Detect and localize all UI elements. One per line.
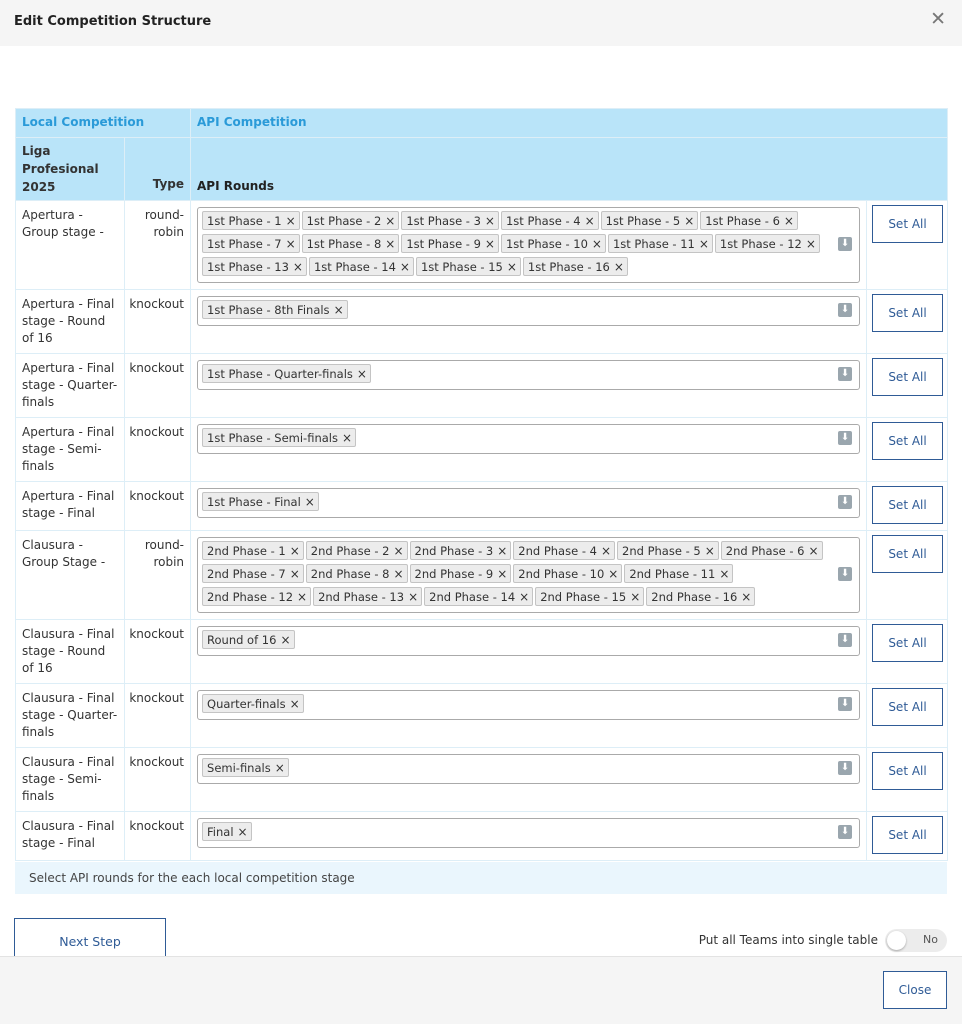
- dropdown-arrow-icon[interactable]: ⬇: [838, 697, 852, 711]
- set-all-button[interactable]: Set All: [872, 624, 943, 662]
- remove-round-icon[interactable]: ×: [285, 213, 296, 228]
- round-chip-label: 2nd Phase - 10: [518, 566, 605, 581]
- round-chip-label: 1st Phase - 16: [527, 259, 610, 274]
- set-all-button[interactable]: Set All: [872, 358, 943, 396]
- selected-rounds: [202, 364, 833, 387]
- stage-type: knockout: [125, 812, 191, 861]
- remove-round-icon[interactable]: ×: [719, 566, 730, 581]
- remove-round-icon[interactable]: ×: [600, 543, 612, 558]
- stage-row: [16, 418, 948, 482]
- header-row-groups: [16, 109, 948, 138]
- selected-rounds: [202, 694, 833, 717]
- round-chip: [306, 564, 408, 583]
- round-chip: [202, 257, 307, 276]
- api-rounds-select[interactable]: [197, 754, 860, 784]
- api-rounds-header: API Rounds: [191, 138, 948, 201]
- api-rounds-cell: [191, 620, 867, 684]
- stage-name: Clausura - Final stage - Semi-finals: [16, 748, 125, 812]
- set-all-cell: [867, 290, 948, 354]
- round-chip: [401, 234, 499, 253]
- round-chip: [721, 541, 823, 560]
- selected-rounds: [202, 211, 833, 280]
- round-chip-label: 1st Phase - 15: [420, 259, 503, 274]
- round-chip: [202, 630, 294, 649]
- stage-type: knockout: [125, 748, 191, 812]
- round-chip: [401, 211, 499, 230]
- round-chip: [535, 587, 644, 606]
- round-chip: [410, 564, 512, 583]
- round-chip: [617, 541, 719, 560]
- set-all-cell: [867, 684, 948, 748]
- stage-row: [16, 354, 948, 418]
- set-all-cell: [867, 201, 948, 290]
- round-chip: [202, 300, 348, 319]
- round-chip-label: 2nd Phase - 2: [310, 543, 390, 558]
- round-chip: [501, 234, 606, 253]
- set-all-button[interactable]: Set All: [872, 422, 943, 460]
- round-chip-label: 1st Phase - 12: [719, 236, 802, 251]
- round-chip-label: 1st Phase - 6: [705, 213, 780, 228]
- remove-round-icon[interactable]: ×: [356, 366, 367, 381]
- dropdown-arrow-icon[interactable]: ⬇: [838, 431, 852, 445]
- round-chip-label: Final: [207, 824, 234, 839]
- modal-footer: [0, 956, 962, 1024]
- set-all-button[interactable]: Set All: [872, 752, 943, 790]
- round-chip-label: 2nd Phase - 12: [207, 589, 294, 604]
- selected-rounds: [202, 300, 833, 323]
- remove-round-icon[interactable]: ×: [289, 696, 300, 711]
- stage-type: knockout: [125, 620, 191, 684]
- remove-round-icon[interactable]: ×: [805, 236, 816, 251]
- stage-type: round-robin: [125, 201, 191, 290]
- remove-round-icon[interactable]: ×: [704, 543, 715, 558]
- help-text: Select API rounds for the each local competition stage: [15, 862, 947, 894]
- remove-round-icon[interactable]: ×: [274, 760, 285, 775]
- dropdown-arrow-icon[interactable]: ⬇: [838, 367, 852, 381]
- stage-name: Clausura - Final stage - Round of 16: [16, 620, 125, 684]
- round-chip-label: 2nd Phase - 13: [318, 589, 405, 604]
- round-chip: [202, 492, 319, 511]
- set-all-cell: [867, 812, 948, 861]
- set-all-cell: [867, 354, 948, 418]
- api-rounds-select[interactable]: [197, 626, 860, 656]
- round-chip: [513, 541, 615, 560]
- api-rounds-cell: [191, 290, 867, 354]
- round-chip: [202, 541, 304, 560]
- stage-type: knockout: [125, 684, 191, 748]
- round-chip-label: 2nd Phase - 4: [518, 543, 597, 558]
- stage-name: Apertura - Final stage - Round of 16: [16, 290, 125, 354]
- round-chip-label: 2nd Phase - 14: [429, 589, 516, 604]
- single-table-label: Put all Teams into single table: [698, 933, 878, 947]
- stage-name: Apertura - Group stage -: [16, 201, 125, 290]
- round-chip: [202, 564, 304, 583]
- round-chip: [302, 211, 400, 230]
- round-chip: [202, 211, 300, 230]
- remove-round-icon[interactable]: ×: [304, 494, 315, 509]
- round-chip-label: 2nd Phase - 1: [207, 543, 286, 558]
- stage-row: [16, 482, 948, 531]
- round-chip-label: 1st Phase - 2: [306, 213, 382, 228]
- close-icon[interactable]: ✕: [930, 8, 946, 30]
- stage-name: Clausura - Final stage - Quarter-finals: [16, 684, 125, 748]
- remove-round-icon[interactable]: ×: [393, 566, 404, 581]
- remove-round-icon[interactable]: ×: [385, 236, 396, 251]
- api-rounds-cell: [191, 684, 867, 748]
- stage-row: [16, 201, 948, 290]
- remove-round-icon[interactable]: ×: [292, 259, 303, 274]
- round-chip-label: 1st Phase - 14: [313, 259, 396, 274]
- round-chip-label: 1st Phase - Quarter-finals: [207, 366, 353, 381]
- competition-name-header: Liga Profesional 2025: [16, 138, 125, 201]
- api-rounds-cell: [191, 531, 867, 620]
- round-chip: [416, 257, 521, 276]
- round-chip-label: 2nd Phase - 16: [651, 589, 738, 604]
- stage-type: round-robin: [125, 531, 191, 620]
- set-all-button[interactable]: Set All: [872, 816, 943, 854]
- dropdown-arrow-icon[interactable]: ⬇: [838, 825, 852, 839]
- remove-round-icon[interactable]: ×: [783, 213, 794, 228]
- set-all-button[interactable]: Set All: [872, 486, 943, 524]
- api-competition-header: API Competition: [191, 109, 948, 138]
- api-rounds-cell: [191, 354, 867, 418]
- api-rounds-select[interactable]: [197, 488, 860, 518]
- set-all-button[interactable]: Set All: [872, 294, 943, 332]
- round-chip-label: 2nd Phase - 5: [622, 543, 701, 558]
- remove-round-icon[interactable]: ×: [698, 236, 709, 251]
- modal-body: [0, 46, 962, 956]
- round-chip-label: 1st Phase - 10: [505, 236, 588, 251]
- stage-name: Clausura - Group Stage -: [16, 531, 125, 620]
- remove-round-icon[interactable]: ×: [385, 213, 396, 228]
- stage-name: Apertura - Final stage - Final: [16, 482, 125, 531]
- selected-rounds: [202, 428, 833, 451]
- remove-round-icon[interactable]: ×: [408, 589, 419, 604]
- round-chip-label: 1st Phase - 8th Finals: [207, 302, 330, 317]
- round-chip-label: 1st Phase - 9: [406, 236, 481, 251]
- stage-row: [16, 290, 948, 354]
- stage-row: [16, 684, 948, 748]
- modal-title: Edit Competition Structure: [14, 14, 212, 29]
- round-chip-label: 1st Phase - 3: [406, 213, 481, 228]
- remove-round-icon[interactable]: ×: [289, 566, 300, 581]
- round-chip: [501, 211, 599, 230]
- remove-round-icon[interactable]: ×: [393, 543, 404, 558]
- modal-header: [0, 0, 962, 46]
- set-all-cell: [867, 531, 948, 620]
- api-rounds-select[interactable]: [197, 690, 860, 720]
- round-chip: [202, 694, 304, 713]
- round-chip: [202, 822, 252, 841]
- dropdown-arrow-icon[interactable]: ⬇: [838, 495, 852, 509]
- round-chip: [715, 234, 820, 253]
- api-rounds-select[interactable]: [197, 537, 860, 613]
- remove-round-icon[interactable]: ×: [484, 236, 495, 251]
- remove-round-icon[interactable]: ×: [613, 259, 624, 274]
- round-chip-label: 1st Phase - 1: [207, 213, 282, 228]
- stage-name: Clausura - Final stage - Final: [16, 812, 125, 861]
- close-button[interactable]: Close: [883, 971, 947, 1009]
- round-chip-label: 2nd Phase - 8: [310, 566, 390, 581]
- round-chip: [202, 758, 289, 777]
- round-chip-label: 2nd Phase - 15: [540, 589, 627, 604]
- round-chip: [309, 257, 414, 276]
- round-chip: [302, 234, 400, 253]
- round-chip: [410, 541, 512, 560]
- round-chip: [202, 364, 371, 383]
- api-rounds-select[interactable]: [197, 360, 860, 390]
- api-rounds-select[interactable]: [197, 296, 860, 326]
- selected-rounds: [202, 758, 833, 781]
- structure-table: [15, 108, 948, 861]
- round-chip: [601, 211, 699, 230]
- round-chip-label: 1st Phase - Semi-finals: [207, 430, 338, 445]
- remove-round-icon[interactable]: ×: [297, 589, 308, 604]
- toggle-state: No: [923, 933, 938, 946]
- remove-round-icon[interactable]: ×: [741, 589, 752, 604]
- remove-round-icon[interactable]: ×: [289, 543, 300, 558]
- round-chip: [608, 234, 713, 253]
- selected-rounds: [202, 492, 833, 515]
- stage-row: [16, 531, 948, 620]
- dropdown-arrow-icon[interactable]: ⬇: [838, 567, 852, 581]
- remove-round-icon[interactable]: ×: [584, 213, 595, 228]
- api-rounds-select[interactable]: [197, 424, 860, 454]
- round-chip-label: 2nd Phase - 9: [414, 566, 494, 581]
- set-all-cell: [867, 620, 948, 684]
- remove-round-icon[interactable]: ×: [684, 213, 695, 228]
- remove-round-icon[interactable]: ×: [341, 430, 353, 445]
- round-chip-label: 1st Phase - 4: [505, 213, 581, 228]
- stage-name: Apertura - Final stage - Quarter-finals: [16, 354, 125, 418]
- round-chip: [306, 541, 408, 560]
- stage-name: Apertura - Final stage - Semi-finals: [16, 418, 125, 482]
- round-chip-label: Semi-finals: [207, 760, 271, 775]
- header-row-columns: [16, 138, 948, 201]
- toggle-knob[interactable]: [887, 931, 906, 950]
- round-chip: [202, 234, 300, 253]
- round-chip-label: 2nd Phase - 3: [414, 543, 494, 558]
- stage-row: [16, 748, 948, 812]
- round-chip-label: 2nd Phase - 11: [629, 566, 716, 581]
- round-chip-label: 1st Phase - Final: [207, 494, 301, 509]
- selected-rounds: [202, 630, 833, 653]
- stage-type: knockout: [125, 354, 191, 418]
- stage-type: knockout: [125, 418, 191, 482]
- round-chip: [523, 257, 628, 276]
- round-chip-label: Quarter-finals: [207, 696, 286, 711]
- round-chip: [202, 428, 356, 447]
- round-chip-label: 2nd Phase - 6: [725, 543, 805, 558]
- set-all-button[interactable]: Set All: [872, 205, 943, 243]
- selected-rounds: [202, 822, 833, 845]
- api-rounds-cell: [191, 812, 867, 861]
- round-chip-label: 1st Phase - 11: [612, 236, 695, 251]
- round-chip: [624, 564, 733, 583]
- set-all-cell: [867, 418, 948, 482]
- set-all-cell: [867, 482, 948, 531]
- api-rounds-select[interactable]: [197, 818, 860, 848]
- round-chip-label: 1st Phase - 7: [207, 236, 282, 251]
- local-competition-header: Local Competition: [16, 109, 191, 138]
- remove-round-icon[interactable]: ×: [630, 589, 641, 604]
- round-chip: [646, 587, 755, 606]
- remove-round-icon[interactable]: ×: [591, 236, 602, 251]
- remove-round-icon[interactable]: ×: [808, 543, 819, 558]
- type-header: Type: [125, 138, 191, 201]
- remove-round-icon[interactable]: ×: [484, 213, 495, 228]
- stage-type: knockout: [125, 482, 191, 531]
- remove-round-icon[interactable]: ×: [519, 589, 530, 604]
- set-all-button[interactable]: Set All: [872, 688, 943, 726]
- remove-round-icon[interactable]: ×: [333, 302, 344, 317]
- round-chip-label: 2nd Phase - 7: [207, 566, 286, 581]
- set-all-cell: [867, 748, 948, 812]
- round-chip: [313, 587, 422, 606]
- api-rounds-cell: [191, 418, 867, 482]
- api-rounds-cell: [191, 201, 867, 290]
- dropdown-arrow-icon[interactable]: ⬇: [838, 761, 852, 775]
- round-chip-label: 1st Phase - 5: [605, 213, 681, 228]
- round-chip-label: Round of 16: [207, 632, 277, 647]
- set-all-button[interactable]: Set All: [872, 535, 943, 573]
- api-rounds-cell: [191, 482, 867, 531]
- remove-round-icon[interactable]: ×: [280, 632, 291, 647]
- dropdown-arrow-icon[interactable]: ⬇: [838, 303, 852, 317]
- round-chip: [513, 564, 622, 583]
- round-chip: [424, 587, 533, 606]
- dropdown-arrow-icon[interactable]: ⬇: [838, 633, 852, 647]
- remove-round-icon[interactable]: ×: [608, 566, 619, 581]
- round-chip-label: 1st Phase - 8: [306, 236, 382, 251]
- stage-type: knockout: [125, 290, 191, 354]
- api-rounds-select[interactable]: [197, 207, 860, 283]
- remove-round-icon[interactable]: ×: [497, 543, 508, 558]
- dropdown-arrow-icon[interactable]: ⬇: [838, 237, 852, 251]
- next-step-button[interactable]: Next Step: [14, 918, 166, 964]
- remove-round-icon[interactable]: ×: [399, 259, 410, 274]
- remove-round-icon[interactable]: ×: [285, 236, 296, 251]
- round-chip: [700, 211, 798, 230]
- single-table-toggle[interactable]: [885, 929, 947, 952]
- stage-row: [16, 620, 948, 684]
- stage-row: [16, 812, 948, 861]
- remove-round-icon[interactable]: ×: [506, 259, 517, 274]
- remove-round-icon[interactable]: ×: [237, 824, 248, 839]
- selected-rounds: [202, 541, 833, 610]
- remove-round-icon[interactable]: ×: [497, 566, 508, 581]
- round-chip-label: 1st Phase - 13: [207, 259, 289, 274]
- api-rounds-cell: [191, 748, 867, 812]
- round-chip: [202, 587, 311, 606]
